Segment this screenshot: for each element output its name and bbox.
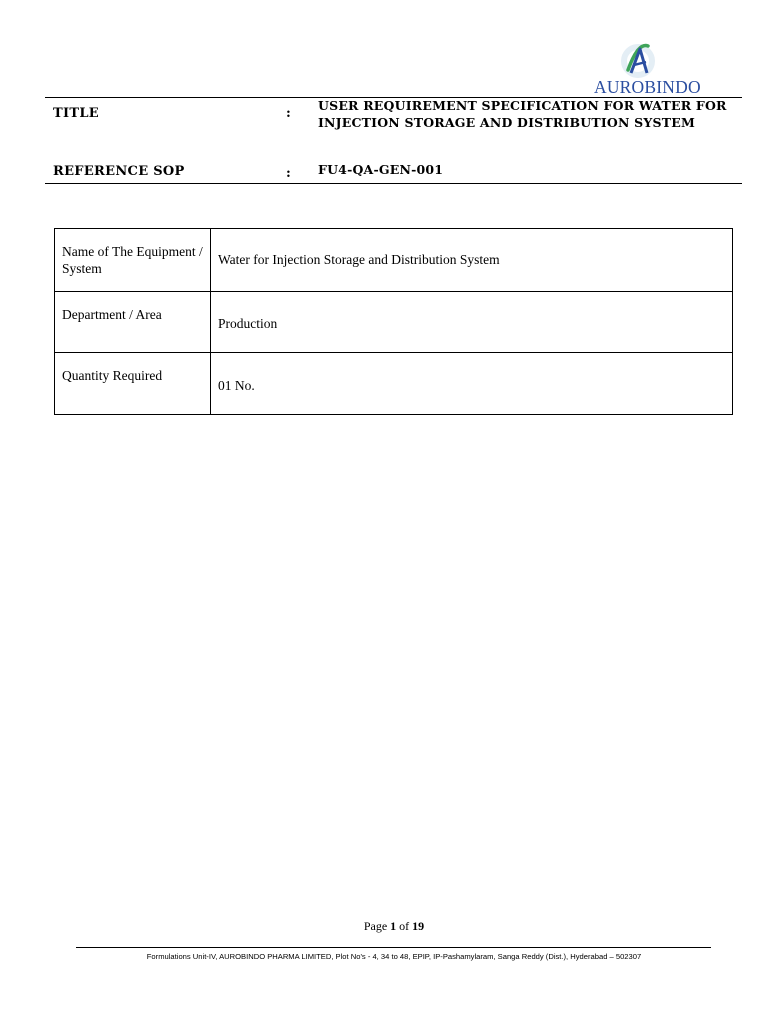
row-value: Production [211, 292, 733, 353]
logo-wordmark: AUROBINDO [594, 77, 701, 97]
page-number [0, 919, 768, 934]
title-colon: : [286, 106, 291, 121]
row-value: 01 No. [211, 353, 733, 415]
reference-sop-value: FU4-QA-GEN-001 [318, 162, 444, 177]
row-label: Name of The Equipment / System [55, 229, 211, 292]
footer-address: Formulations Unit-IV, AUROBINDO PHARMA LIMITED, Plot No's - 4, 34 to 48, EPIP, IP-Pashamylaram, Sanga Reddy (Dist.), Hyderabad – 502307 [146, 952, 642, 961]
page-of: of [399, 919, 410, 933]
table-row [55, 229, 733, 292]
aurobindo-logo-icon [590, 40, 720, 80]
table-row [55, 292, 733, 353]
document-title: USER REQUIREMENT SPECIFICATION FOR WATER FOR INJECTION STORAGE AND DISTRIBUTION SYSTEM [318, 98, 727, 130]
equipment-info-table [54, 228, 733, 415]
row-label: Quantity Required [55, 353, 211, 415]
company-logo [590, 40, 720, 98]
page-total: 19 [412, 919, 425, 933]
footer-rule [76, 947, 711, 948]
row-value: Water for Injection Storage and Distribution System [211, 229, 733, 292]
row-label: Department / Area [55, 292, 211, 353]
reference-sop-colon: : [286, 166, 291, 181]
page-prefix: Page [363, 919, 388, 933]
reference-sop-label: REFERENCE SOP [53, 164, 185, 179]
page-current: 1 [390, 919, 397, 933]
table-row [55, 353, 733, 415]
title-label: TITLE [53, 106, 99, 121]
header-bottom-rule [45, 183, 742, 184]
